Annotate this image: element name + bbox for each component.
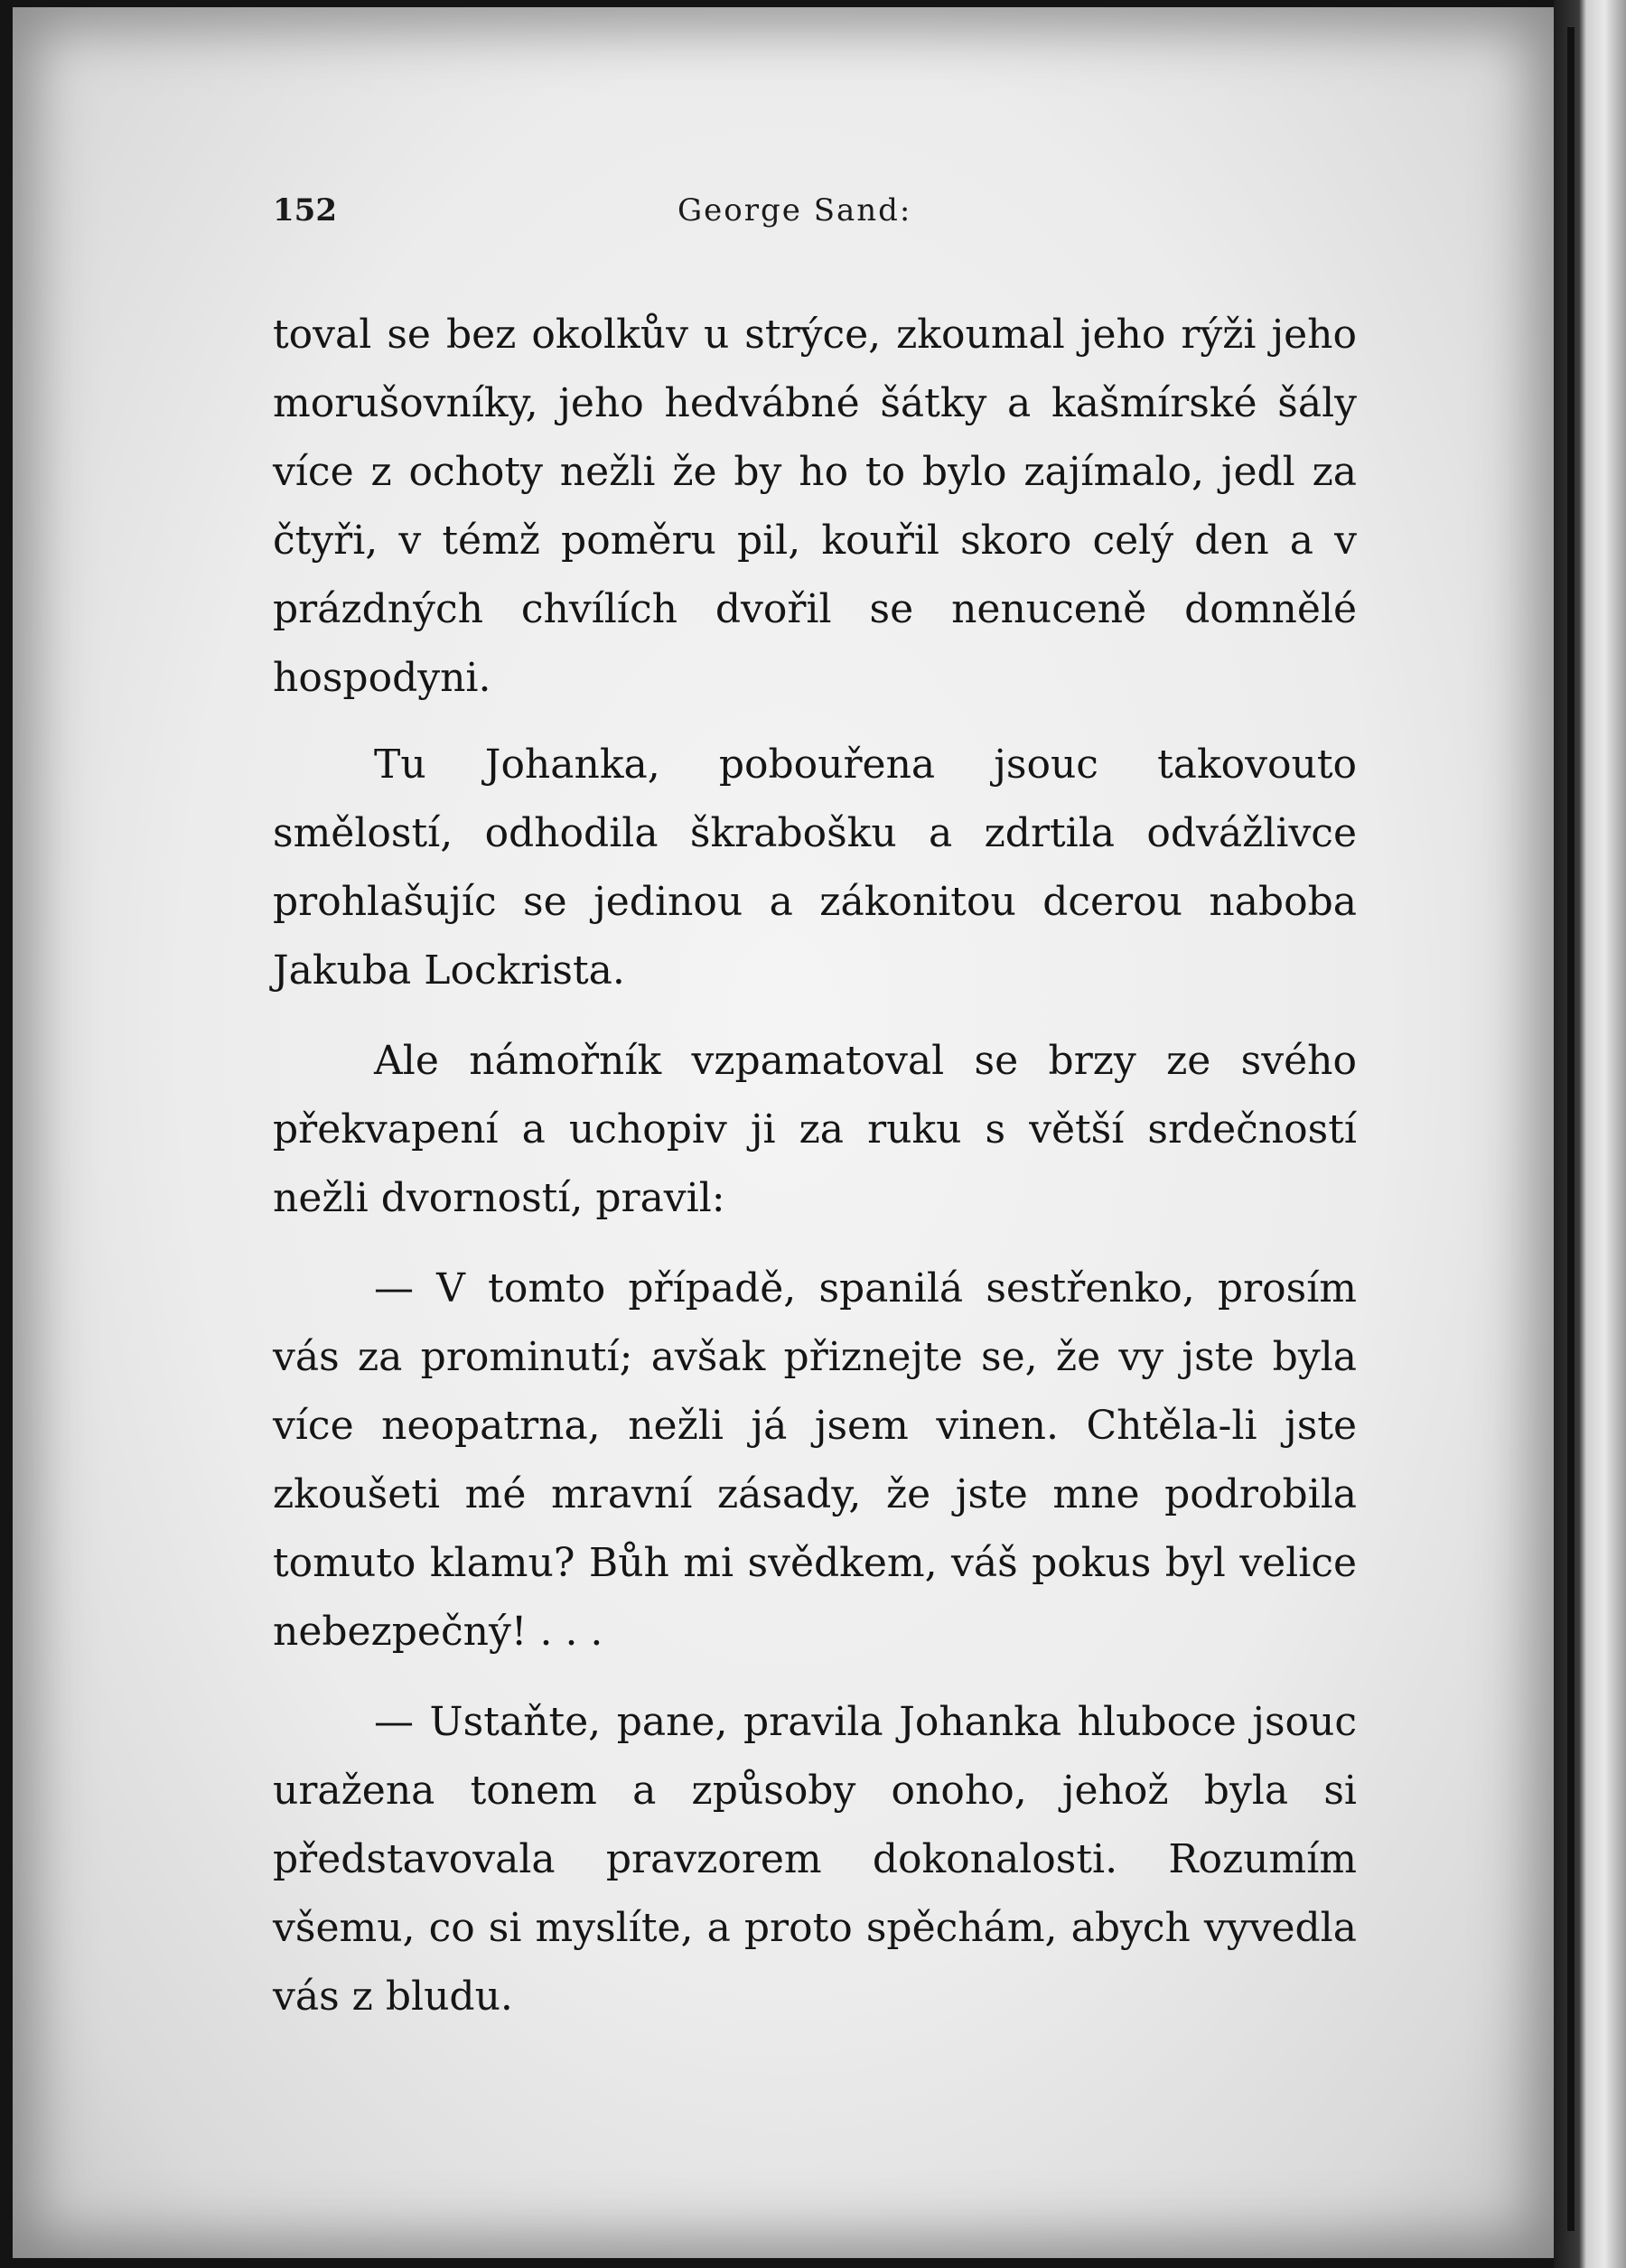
paragraph: Tu Johanka, pobouřena jsouc takovouto smělostí, odhodila škrabošku a zdrtila odvážlivce prohlašujíc se jedinou a zákonitou dcerou naboba Jakuba Lockrista.	[273, 742, 1357, 994]
paragraph: — Ustaňte, pane, pravila Johanka hluboce jsouc uražena tonem a způsoby onoho, jehož byla si představovala pravzorem dokonalosti. Rozumím všemu, co si myslíte, a proto spěchám, abych vyvedla vás z bludu.	[273, 1699, 1357, 2020]
body-text	[273, 301, 1357, 2053]
paragraph: toval se bez okolkův u strýce, zkoumal jeho rýži jeho morušovníky, jeho hedvábné šátky a kašmírské šály více z ochoty nežli že by ho to bylo zajímalo, jedl za čtyři, v témž poměru pil, kouřil skoro celý den a v prázdných chvílích dvořil se nenuceně domnělé hospodyni.	[273, 312, 1357, 701]
paragraph: — V tomto případě, spanilá sestřenko, prosím vás za prominutí; avšak přiznejte se, že vy jste byla více neopatrna, nežli já jsem vinen. Chtěla-li jste zkoušeti mé mravní zásady, že jste mne podrobila tomuto klamu? Bůh mi svědkem, váš pokus byl velice nebezpečný! . . .	[273, 1265, 1357, 1655]
paragraph: Ale námořník vzpamatoval se brzy ze svého překvapení a uchopiv ji za ruku s větší srdečností nežli dvorností, pravil:	[273, 1038, 1357, 1221]
book-gutter	[1554, 0, 1626, 2268]
page-sheet	[13, 7, 1554, 2258]
page-number: 152	[273, 192, 337, 229]
page-header	[273, 192, 1357, 238]
running-head: George Sand:	[678, 192, 912, 229]
binding-edge	[1567, 27, 1575, 2231]
